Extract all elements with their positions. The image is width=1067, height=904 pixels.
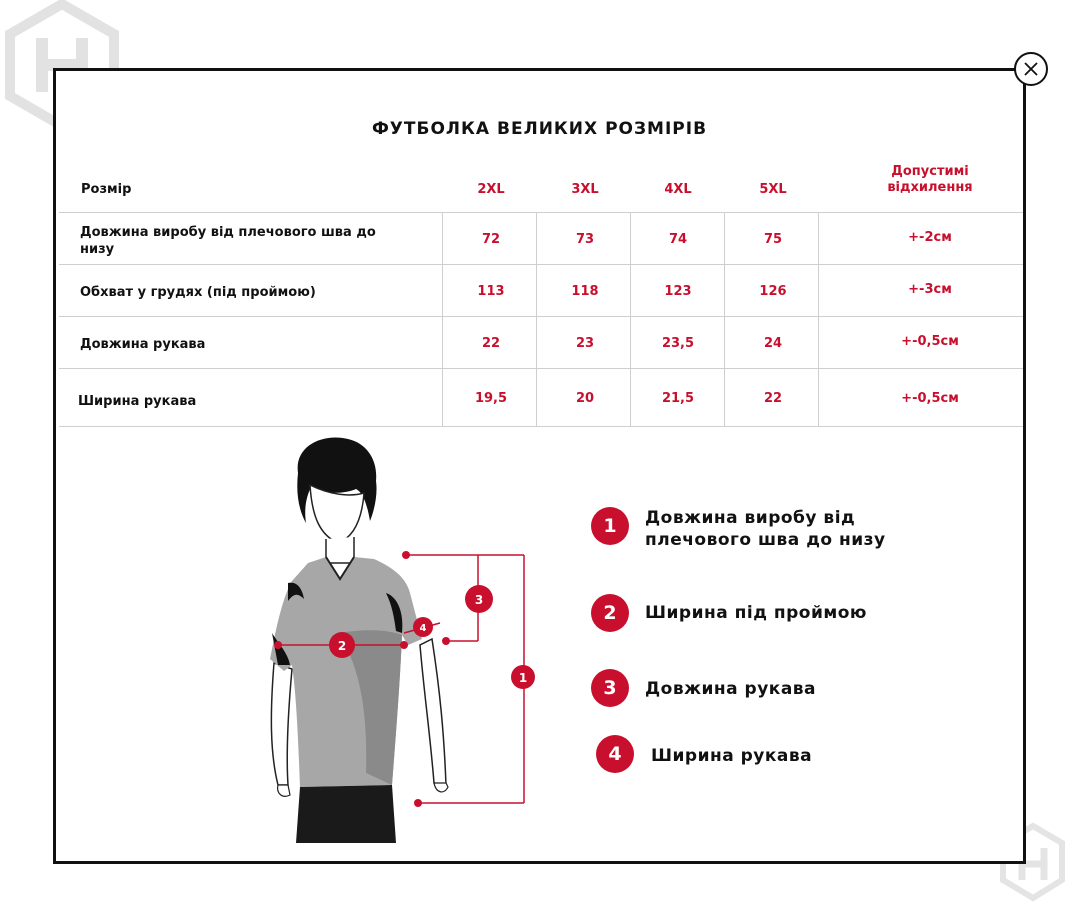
- table-row-label: Довжина рукава: [80, 337, 206, 352]
- table-divider: [442, 212, 443, 426]
- table-cell: 19,5: [474, 391, 508, 406]
- table-cell: 21,5: [661, 391, 695, 406]
- table-header-deviation: Допустимі відхилення: [887, 164, 973, 195]
- table-cell: 72: [481, 232, 501, 247]
- close-button[interactable]: [1014, 52, 1048, 86]
- table-divider: [630, 212, 631, 426]
- table-header-4xl: 4XL: [664, 182, 692, 197]
- table-cell: 73: [575, 232, 595, 247]
- table-cell: 24: [763, 336, 783, 351]
- legend-text: Ширина рукава: [651, 746, 813, 766]
- close-icon: [1023, 61, 1039, 77]
- table-divider: [59, 316, 1023, 317]
- tshirt-figure-illustration: [246, 433, 546, 843]
- legend-number-badge: 3: [591, 669, 629, 707]
- size-chart-modal: [53, 68, 1026, 864]
- diagram-marker-2: [329, 632, 355, 658]
- table-cell: 118: [571, 284, 599, 299]
- diagram-marker-label: 3: [474, 593, 484, 607]
- table-row-label: Ширина рукава: [78, 394, 197, 409]
- table-cell-deviation: +-0,5см: [901, 391, 959, 406]
- legend-number-badge: 4: [596, 735, 634, 773]
- table-header-3xl: 3XL: [571, 182, 599, 197]
- legend-text: Довжина рукава: [645, 679, 817, 699]
- table-cell: 113: [477, 284, 505, 299]
- table-cell: 23: [575, 336, 595, 351]
- diagram-marker-label: 1: [518, 671, 528, 685]
- table-cell: 23,5: [661, 336, 695, 351]
- legend-text: Ширина під проймою: [645, 603, 867, 623]
- table-cell: 123: [664, 284, 692, 299]
- legend-number-badge: 2: [591, 594, 629, 632]
- table-row-label: Обхват у грудях (під проймою): [80, 285, 316, 300]
- legend-text: Довжина виробу від плечового шва до низу: [645, 508, 886, 550]
- diagram-marker-1: [511, 665, 535, 689]
- table-header-2xl: 2XL: [477, 182, 505, 197]
- table-cell-deviation: +-0,5см: [901, 334, 959, 349]
- table-row-label: Довжина виробу від плечового шва до низу: [80, 225, 376, 257]
- table-divider: [59, 368, 1023, 369]
- diagram-marker-label: 4: [419, 623, 427, 634]
- page-title: ФУТБОЛКА ВЕЛИКИХ РОЗМІРІВ: [371, 119, 708, 139]
- table-cell-deviation: +-2см: [908, 230, 952, 245]
- table-cell: 126: [759, 284, 787, 299]
- table-divider: [536, 212, 537, 426]
- table-cell: 22: [481, 336, 501, 351]
- table-header-5xl: 5XL: [759, 182, 787, 197]
- table-divider: [59, 212, 1023, 213]
- legend-number-badge: 1: [591, 507, 629, 545]
- diagram-marker-3: [465, 585, 493, 613]
- table-header-size-label: Розмір: [81, 182, 132, 197]
- table-divider: [724, 212, 725, 426]
- diagram-marker-label: 2: [337, 639, 347, 653]
- table-cell: 75: [763, 232, 783, 247]
- diagram-marker-4: [413, 617, 433, 637]
- table-cell: 74: [668, 232, 688, 247]
- table-cell-deviation: +-3см: [908, 282, 952, 297]
- table-divider: [59, 426, 1023, 427]
- table-cell: 20: [575, 391, 595, 406]
- table-divider: [818, 212, 819, 426]
- table-cell: 22: [763, 391, 783, 406]
- table-divider: [59, 264, 1023, 265]
